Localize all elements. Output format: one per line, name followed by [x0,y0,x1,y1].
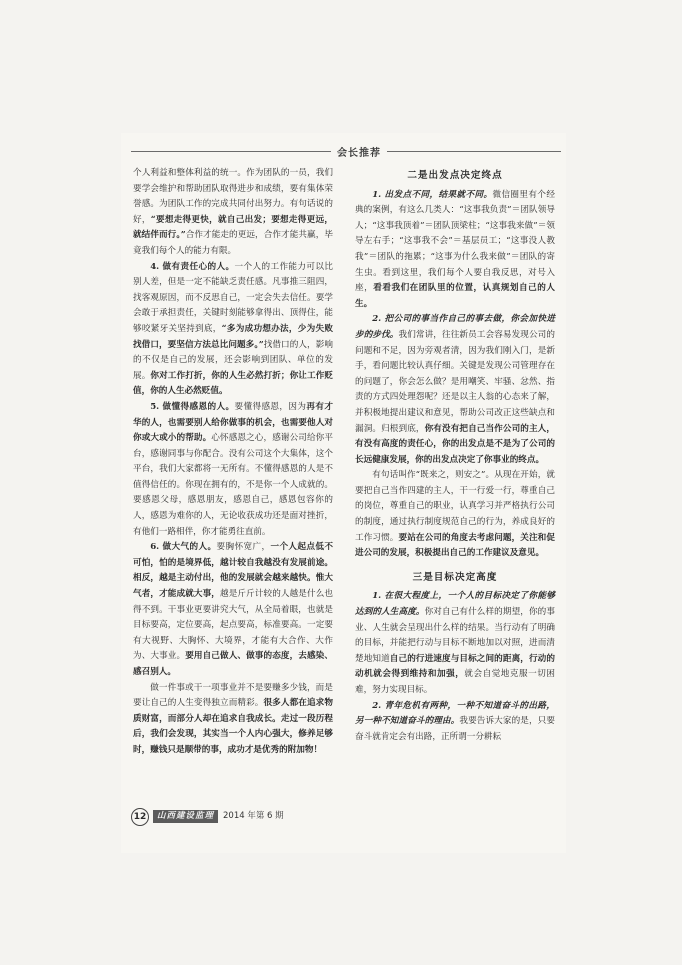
paragraph [133,681,333,759]
paragraph-lead: 2. 青年危机有两种，一种不知道奋斗的出路，另一种不知道奋斗的理由。 [355,700,555,727]
body-text: 合作才能走的更远，合作才能共赢，毕竟我们每个人的能力有限。 [133,230,333,256]
emphasis-text: 4. 做有责任心的人。 [150,261,235,272]
section-heading: 三是目标决定高度 [412,571,498,583]
right-column [355,166,555,745]
paragraph [133,166,333,260]
emphasis-text: 6. 做大气的人。 [150,542,217,553]
left-column [133,166,333,759]
body-text: 我们常讲，往往新员工会容易发现公司的问题和不足，因为旁观者清，因为我们刚入门，是新手，看问题比较认真仔细。关键是发现公司管理存在的问题了，你会怎么做？是用嘲笑、牢骚、忿然、指责的方式四处理怨呢？还是以主人翁的心态来了解，并积极地提出建议和意见，帮助公司改正这些缺点和漏洞。归根到底， [355,329,555,434]
body-text: 要胸怀宽广， [216,542,271,553]
paragraph-lead: 1. 出发点不同，结果就不同。 [372,189,493,200]
emphasis-text: 你对工作打折，你的人生必然打折；你让工作贬值，你的人生必然贬值。 [133,370,333,397]
emphasis-text: 再有才华的人，也需要别人给你做事的机会，也需要他人对你或大或小的帮助。 [133,401,333,444]
emphasis-text: “要想走得更快，就自己出发；要想走得更远，就结伴而行。” [133,214,333,241]
body-text: 要懂得感恩，因为 [234,401,307,412]
paragraph [355,699,555,746]
body-text: 有句话叫作“既来之，则安之”。从现在开始，就要把自己当作四建的主人，干一行爱一行，尊重自己的岗位，尊重自己的职业，认真学习并严格执行公司的制度，通过执行制度规范自己的行为，养成良好的工作习惯。 [355,470,555,543]
section-heading: 二是出发点决定终点 [407,170,503,181]
body-text: 心怀感恩之心，感谢公司给你平台，感谢同事与你配合。没有公司这个大集体，这个平台，我们大家都将一无所有。不懂得感恩的人是不值得信任的。你现在拥有的，不是你一个人成就的。要感恩父母，感恩朋友，感恩自己，感恩包容你的人，感恩为难你的人，无论收获成功还是面对挫折，有他们一路相伴，你才能勇往直前。 [133,433,333,537]
magazine-logo: 山西建设监理 [153,810,218,823]
page-number: 12 [131,808,149,826]
paragraph [355,589,555,698]
paragraph [355,312,555,468]
body-text: 你对自己有什么样的期望，你的事业、人生就会呈现出什么样的结果。当行动有了明确的目标，并能把行动与目标不断地加以对照，进而清楚地知道 [355,607,555,664]
body-text: 一个人的工作能力可以比别人差，但是一定不能缺乏责任感。凡事推三阻四，找客观原因，而不反思自己，一定会失去信任。要学会敢于承担责任，关键时刻能够拿得出、顶得住，能够咬紧牙关坚持到底， [133,261,333,334]
paragraph [133,260,333,400]
emphasis-text: 要用自己做人、做事的态度，去感染、感召别人。 [133,651,333,677]
paragraph-lead: 2. 把公司的事当作自己的事去做，你会加快进步的步伐。 [355,314,555,340]
emphasis-text: 要站在公司的角度去考虑问题，关注和促进公司的发展，积极提出自己的工作建议及意见。 [355,532,555,559]
paragraph-lead: 1. 在很大程度上，一个人的目标决定了你能够达到的人生高度。 [355,591,555,618]
section-header: 会长推荐 [331,144,387,159]
emphasis-text: “多为成功想办法，少为失败找借口，要坚信方法总比问题多。” [133,323,333,350]
body-text: 做一件事或干一项事业并不是要赚多少钱，而是要让自己的人生变得独立而精彩。 [133,682,333,709]
emphasis-text: 自己的行进速度与目标之间的距离，行动的动机就会得到维持和加强， [355,653,555,680]
paragraph [133,540,333,680]
emphasis-text: 一个人起点低不可怕，怕的是境界低，越计较自我越没有发展前途。相反，越是主动付出，他的发展就会越来越快。惟大气者，才能成就大事， [133,542,333,600]
page-footer [131,808,331,826]
emphasis-text: 5. 做懂得感恩的人。 [150,401,235,412]
body-text: 就会自觉地克服一切困难，努力实现目标。 [355,669,555,695]
body-text: 我要告诉大家的是，只要奋斗就肯定会有出路，正所谓一分耕耘 [355,716,555,742]
emphasis-text: 很多人都在追求物质财富，而部分人却在追求自我成长。 [133,698,333,724]
emphasis-text: 走过一段历程后，我们会发现，其实当一个人内心强大，修养足够时，赚钱只是顺带的事，成功才是优秀的附加物！ [133,713,333,755]
body-text: 找借口的人，影响的不仅是自己的发展，还会影响到团队、单位的发展。 [133,339,333,381]
emphasis-text: 看看我们在团队里的位置，认真规划自己的人生。 [355,283,555,309]
emphasis-text: 你有没有把自己当作公司的主人，有没有高度的责任心，你的出发点是不是为了公司的长远健康发展，你的出发点决定了你事业的终点。 [355,423,555,465]
body-text: 越是斤斤计较的人越是什么也得不到。干事业更要讲究大气，从全局着眼，也就是目标要高，定位要高，起点要高，标准要高。一定要有大视野、大胸怀、大境界，才能有大合作、大作为、大事业。 [133,589,333,662]
body-text: 个人利益和整体利益的统一。作为团队的一员，我们要学会维护和帮助团队取得进步和成绩，要有集体荣誉感。为团队工作的完成共同付出努力。有句话说的好， [133,168,333,225]
paragraph [133,400,333,540]
paragraph [355,188,555,313]
body-text: 微信圈里有个经典的案例，有这么几类人：“这事我负责”＝团队领导人；“这事我顶着”＝团队顶梁柱；“这事我来做”＝领导左右手；“这事我不会”＝基层员工；“这事没人教我”＝团队的拖累；“这事为什么我来做”＝团队的寄生虫。看到这里，我们每个人要自我反思，对号入座， [355,189,555,294]
issue-label: 2014 年第 6 期 [223,811,284,821]
paragraph [355,468,555,562]
